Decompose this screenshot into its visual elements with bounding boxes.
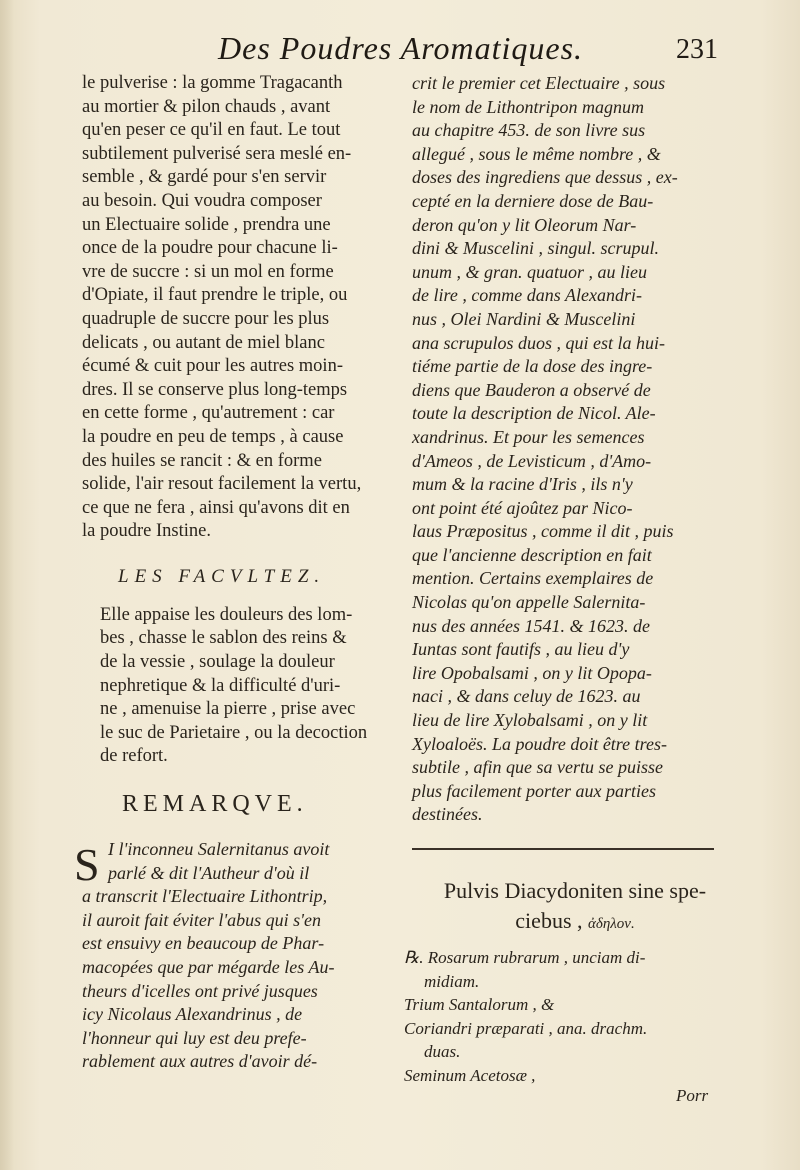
- text-line: un Electuaire solide , prendra une: [82, 214, 331, 235]
- text-line: Nicolas qu'on appelle Salernita-: [412, 592, 646, 613]
- text-line: ana scrupulos duos , qui est la hui-: [412, 332, 666, 353]
- drop-cap: S: [74, 839, 100, 891]
- remarque-paragraph: [82, 838, 394, 1074]
- text-line: laus Præpositus , comme il dit , puis: [412, 521, 674, 542]
- text-line: la poudre en peu de temps , à cause: [82, 426, 344, 447]
- recipe-title: [410, 876, 740, 939]
- text-line: au mortier & pilon chauds , avant: [82, 96, 331, 117]
- text-line: naci , & dans celuy de 1623. au: [412, 686, 641, 707]
- text-line: le suc de Parietaire , ou la decoction: [100, 722, 368, 743]
- text-line: le pulverise : la gomme Tragacanth: [82, 73, 343, 93]
- text-line: d'Opiate, il faut prendre le triple, ou: [82, 285, 348, 306]
- remarque-block: [74, 838, 394, 1074]
- text-line: l'honneur qui luy est deu prefe-: [82, 1027, 307, 1048]
- left-column: [74, 72, 394, 1074]
- facultez-paragraph: [82, 604, 394, 769]
- text-line: destinées.: [412, 804, 483, 825]
- text-line: plus facilement porter aux parties: [412, 780, 656, 801]
- text-line: dres. Il se conserve plus long-temps: [82, 379, 348, 400]
- text-line: mention. Certains exemplaires de: [412, 568, 654, 589]
- running-title: Des Poudres Aromatiques.: [218, 30, 584, 66]
- text-line: I l'inconneu Salernitanus avoit: [108, 839, 330, 860]
- facultez-heading: LES FACVLTEZ.: [118, 565, 326, 587]
- text-line: parlé & dit l'Autheur d'où il: [108, 862, 310, 883]
- recipe-title-text: ciebus ,: [515, 908, 583, 933]
- text-line: mum & la racine d'Iris , ils n'y: [412, 474, 633, 495]
- catchword: Porr: [676, 1086, 709, 1105]
- recipe-title-line: Pulvis Diacydoniten sine spe-: [443, 878, 707, 903]
- text-line: nus , Olei Nardini & Muscelini: [412, 308, 636, 329]
- recipe-title-line: [410, 906, 740, 939]
- text-line: au chapitre 453. de son livre sus: [412, 120, 646, 141]
- text-line: nephretique & la difficulté d'uri-: [100, 675, 341, 696]
- text-line: theurs d'icelles ont privé jusques: [82, 980, 318, 1001]
- text-line: solide, l'air resout facilement la vertu,: [82, 474, 362, 495]
- text-line: le nom de Lithontripon magnum: [412, 96, 644, 117]
- text-line: crit le premier cet Electuaire , sous: [412, 73, 666, 93]
- text-line: subtile , afin que sa vertu se puisse: [412, 757, 663, 778]
- text-line: tiéme partie de la dose des ingre-: [412, 356, 653, 377]
- greek-word: ἀδηλον.: [588, 916, 635, 932]
- text-line: allegué , sous le même nombre , &: [412, 143, 661, 164]
- text-line: bes , chasse le sablon des reins &: [100, 628, 347, 649]
- text-line: Elle appaise les douleurs des lom-: [100, 604, 353, 625]
- text-line: unum , & gran. quatuor , au lieu: [412, 261, 648, 282]
- text-line: au besoin. Qui voudra composer: [82, 190, 322, 211]
- text-line: quadruple de succre pour les plus: [82, 308, 330, 329]
- text-line: delicats , ou autant de miel blanc: [82, 332, 325, 353]
- text-line: nus des années 1541. & 1623. de: [412, 615, 650, 636]
- text-line: d'Ameos , de Levisticum , d'Amo-: [412, 450, 652, 471]
- text-line: de la vessie , soulage la douleur: [100, 652, 335, 673]
- text-line: en cette forme , qu'autrement : car: [82, 403, 335, 424]
- text-line: écumé & cuit pour les autres moin-: [82, 356, 343, 377]
- text-line: subtilement pulverisé sera meslé en-: [82, 143, 352, 164]
- text-line: dini & Muscelini , singul. scrupul.: [412, 238, 659, 259]
- text-line: est ensuivy en beaucoup de Phar-: [82, 933, 325, 954]
- text-line: deron qu'on y lit Oleorum Nar-: [412, 214, 637, 235]
- text-line: Xyloaloës. La poudre doit être tres-: [412, 733, 667, 754]
- right-column: [412, 72, 730, 827]
- text-line: des huiles se rancit : & en forme: [82, 450, 322, 471]
- text-line: de refort.: [100, 746, 168, 767]
- left-paragraph: [82, 72, 394, 544]
- right-paragraph: [412, 72, 730, 827]
- text-line: de lire , comme dans Alexandri-: [412, 285, 642, 306]
- text-line: lieu de lire Xylobalsami , on y lit: [412, 710, 648, 731]
- recipe-list: [404, 946, 734, 1087]
- recipe-line: ℞. Rosarum rubrarum , unciam di-: [404, 948, 646, 967]
- text-line: macopées que par mégarde les Au-: [82, 957, 335, 977]
- text-line: il auroit fait éviter l'abus qui s'en: [82, 909, 322, 930]
- text-line: semble , & gardé pour s'en servir: [82, 167, 327, 188]
- text-line: qu'en peser ce qu'il en faut. Le tout: [82, 120, 341, 141]
- text-line: la poudre Instine.: [82, 521, 211, 542]
- text-line: doses des ingrediens que dessus , ex-: [412, 167, 678, 188]
- text-line: once de la poudre pour chacune li-: [82, 238, 338, 259]
- recipe-line: midiam.: [424, 971, 480, 991]
- recipe-line: Seminum Acetosæ ,: [404, 1065, 536, 1085]
- text-line: rablement aux autres d'avoir dé-: [82, 1051, 318, 1072]
- text-line: ce que ne fera , ainsi qu'avons dit en: [82, 497, 350, 518]
- text-line: ne , amenuise la pierre , prise avec: [100, 699, 356, 720]
- text-line: Iuntas sont fautifs , au lieu d'y: [412, 639, 630, 660]
- text-line: vre de succre : si un mol en forme: [82, 261, 334, 282]
- text-line: diens que Bauderon a observé de: [412, 379, 651, 400]
- text-line: que l'ancienne description en fait: [412, 544, 652, 565]
- text-line: xandrinus. Et pour les semences: [412, 426, 645, 447]
- recipe-line: Coriandri præparati , ana. drachm.: [404, 1018, 648, 1038]
- text-line: lire Opobalsami , on y lit Opopa-: [412, 662, 652, 683]
- recipe-line: Trium Santalorum , &: [404, 995, 555, 1014]
- text-line: cepté en la derniere dose de Bau-: [412, 190, 654, 211]
- recipe-line: duas.: [424, 1042, 461, 1061]
- page-number: 231: [676, 34, 718, 65]
- text-line: icy Nicolaus Alexandrinus , de: [82, 1004, 303, 1025]
- section-divider: [412, 848, 714, 850]
- text-line: a transcrit l'Electuaire Lithontrip,: [82, 886, 328, 907]
- text-line: toute la description de Nicol. Ale-: [412, 403, 656, 424]
- remarque-heading: REMARQVE.: [122, 791, 308, 818]
- text-line: ont point été ajoûtez par Nico-: [412, 497, 633, 518]
